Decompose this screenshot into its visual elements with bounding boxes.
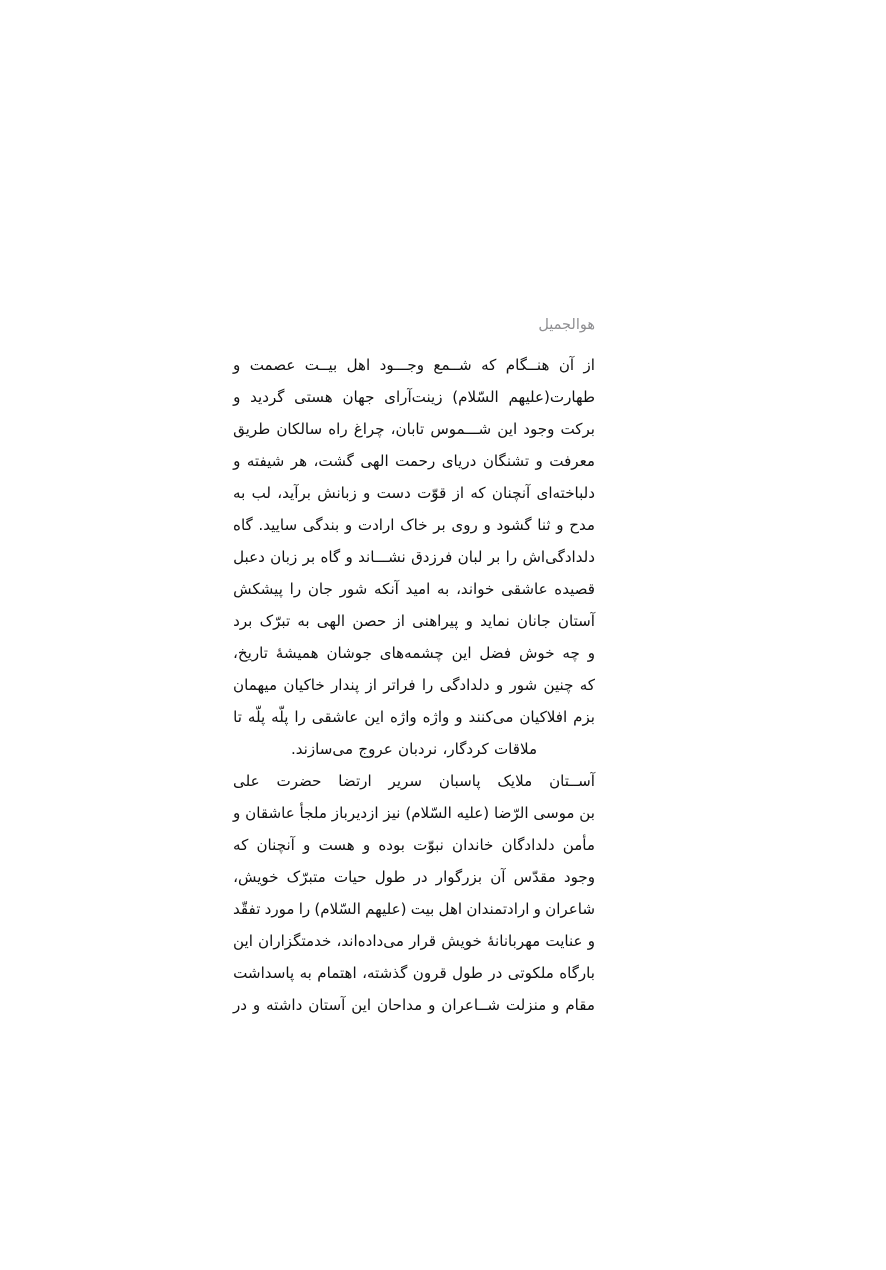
- text-word: عاشقی: [311, 707, 359, 726]
- text-word: هست: [318, 835, 355, 854]
- text-word: و: [465, 611, 473, 630]
- text-word: لبان: [457, 547, 483, 566]
- text-word: علی: [233, 771, 260, 790]
- text-word: سالکان: [276, 419, 323, 438]
- text-word: و: [363, 483, 371, 502]
- paragraph-1: [233, 349, 595, 765]
- text-word: ثنا: [537, 515, 551, 534]
- text-word: گذشته،: [362, 963, 408, 982]
- text-word: طول: [374, 867, 406, 886]
- text-line: [233, 413, 595, 445]
- text-word: جهان: [342, 387, 375, 406]
- text-word: جانان: [516, 611, 551, 630]
- text-word: و: [533, 899, 541, 918]
- text-line: [233, 829, 595, 861]
- text-word: آســتان: [549, 771, 595, 790]
- text-line: [233, 893, 595, 925]
- text-word: آنچنان: [491, 483, 531, 502]
- text-word: و: [252, 995, 261, 1014]
- text-word: فراتر: [383, 675, 416, 694]
- text-word: گاه: [320, 547, 341, 566]
- text-word: ازدیرباز: [331, 803, 379, 822]
- text-word: و: [552, 995, 560, 1014]
- text-line: [233, 605, 595, 637]
- text-word: السّلام): [452, 387, 499, 406]
- text-word: عاشقان: [245, 803, 295, 822]
- text-line: [233, 925, 595, 957]
- text-word: بیــت: [304, 355, 338, 374]
- text-word: شـــموس: [430, 419, 492, 438]
- text-word: از: [452, 483, 465, 502]
- text-word: زینت‌آرای: [384, 387, 443, 406]
- text-word: ارادتمندان: [466, 899, 530, 918]
- text-word: مدح: [569, 515, 595, 534]
- text-word: برد: [233, 611, 253, 630]
- text-word: سریر: [388, 771, 423, 790]
- text-word: خاندان: [452, 835, 494, 854]
- text-word: نبوّت: [413, 835, 444, 854]
- text-word: ملکوتی: [507, 963, 554, 982]
- text-word: الهی: [316, 611, 346, 630]
- text-word: برآید،: [277, 483, 311, 502]
- text-word: بر: [487, 547, 501, 566]
- text-line: [233, 637, 595, 669]
- text-word: و: [233, 387, 241, 406]
- text-word: را: [294, 707, 306, 726]
- text-word: (علیه: [456, 803, 490, 822]
- text-word: و: [455, 707, 463, 726]
- text-word: السّلام): [314, 899, 361, 918]
- text-word: حضرت: [276, 771, 322, 790]
- text-line: [233, 957, 595, 989]
- text-word: گردید: [250, 387, 285, 406]
- text-word: و: [233, 803, 241, 822]
- text-word: و: [587, 643, 595, 662]
- text-word: جان: [307, 579, 333, 598]
- text-word: الرّضا: [494, 803, 529, 822]
- text-word: خویش: [441, 931, 482, 950]
- text-word: به: [297, 611, 310, 630]
- text-word: بندگی: [302, 515, 340, 534]
- text-word: منزلت: [505, 995, 547, 1014]
- text-word: موسی: [533, 803, 575, 822]
- text-word: و: [362, 835, 371, 854]
- text-word: آنچنان: [256, 835, 295, 854]
- text-word: وجود: [523, 419, 555, 438]
- text-line: [233, 701, 595, 733]
- text-word: ارتضا: [338, 771, 372, 790]
- text-word: مقام: [565, 995, 595, 1014]
- text-word: حصن: [352, 611, 387, 630]
- text-word: به: [233, 483, 246, 502]
- text-word: قرار: [409, 931, 437, 950]
- text-word: خاکیان: [283, 675, 325, 694]
- text-word: مأمن: [562, 835, 595, 854]
- text-word: پلّه: [247, 707, 266, 726]
- text-line: [233, 573, 595, 605]
- text-word: و: [495, 675, 504, 694]
- text-word: و: [233, 451, 241, 470]
- text-word: طول: [452, 963, 483, 982]
- text-word: تا: [233, 707, 242, 726]
- text-word: می‌داده‌اند،: [336, 931, 404, 950]
- text-line: [233, 349, 595, 381]
- text-word: مداحان: [376, 995, 423, 1014]
- text-word: طهارت(علیهم: [508, 387, 595, 406]
- text-word: از: [365, 675, 377, 694]
- text-word: هر: [290, 451, 308, 470]
- text-word: راه: [328, 419, 348, 438]
- text-word: واژه: [390, 707, 417, 726]
- text-word: مورد: [264, 899, 295, 918]
- text-word: قوّت: [417, 483, 447, 502]
- text-word: زبان: [270, 547, 298, 566]
- text-word: تابان،: [390, 419, 425, 438]
- text-word: نیز: [383, 803, 401, 822]
- text-word: عصمت: [249, 355, 296, 374]
- text-word: شــاعران: [441, 995, 500, 1014]
- text-word: سایید.: [258, 515, 298, 534]
- text-word: و: [483, 515, 491, 534]
- text-word: و: [556, 515, 564, 534]
- text-word: بیت: [410, 899, 435, 918]
- text-word: شــمع: [433, 355, 472, 374]
- text-word: پلّه: [271, 707, 289, 726]
- text-word: جوشان: [326, 643, 372, 662]
- text-word: به: [299, 963, 312, 982]
- text-word: دست: [376, 483, 411, 502]
- text-word: چه: [562, 643, 580, 662]
- text-word: السّلام): [405, 803, 452, 822]
- text-line: [233, 445, 595, 477]
- text-word: وجود: [563, 867, 595, 886]
- text-word: می‌کنند: [468, 707, 514, 726]
- text-word: فضل: [479, 643, 512, 662]
- text-word: چشمه‌های: [379, 643, 444, 662]
- text-word: خواند،: [456, 579, 495, 598]
- text-word: اهتمام: [317, 963, 357, 982]
- text-word: دعبل: [233, 547, 265, 566]
- text-word: بن: [579, 803, 595, 822]
- text-word: این: [233, 931, 253, 950]
- text-line: [233, 989, 595, 1021]
- text-line: [233, 509, 595, 541]
- text-word: شور: [339, 579, 368, 598]
- text-word: تاریخ،: [233, 643, 268, 662]
- text-word: گشت،: [313, 451, 354, 470]
- text-word: را: [421, 675, 434, 694]
- text-word: و: [233, 355, 241, 374]
- text-line: [233, 541, 595, 573]
- text-word: داشته: [266, 995, 303, 1014]
- text-word: پیراهنی: [412, 611, 459, 630]
- text-word: و: [303, 835, 311, 854]
- text-word: رحمت: [395, 451, 436, 470]
- text-word: چنین: [543, 675, 574, 694]
- text-line: [233, 669, 595, 701]
- text-word: بزم: [573, 707, 595, 726]
- text-word: قرون: [412, 963, 447, 982]
- text-word: هنــگام: [505, 355, 550, 374]
- text-line: [233, 765, 595, 797]
- text-word: این: [451, 643, 472, 662]
- text-word: دلدادگی: [439, 675, 490, 694]
- paragraph-2: [233, 765, 595, 1021]
- text-word: آنکه: [374, 579, 399, 598]
- text-word: و: [345, 547, 353, 566]
- text-word: و: [428, 995, 436, 1014]
- text-word: مقدّس: [513, 867, 556, 886]
- text-word: واژه: [422, 707, 450, 726]
- text-word: به: [437, 579, 450, 598]
- text-word: که: [579, 675, 595, 694]
- text-column: [233, 318, 595, 1021]
- text-line: [233, 861, 595, 893]
- text-word: برکت: [560, 419, 595, 438]
- text-word: چراغ: [353, 419, 385, 438]
- text-word: (علیهم: [365, 899, 407, 918]
- text-word: دلباخته‌ای: [536, 483, 595, 502]
- text-word: نماید: [480, 611, 510, 630]
- text-word: بر: [302, 547, 316, 566]
- text-line: ملاقات کردگار، نردبان عروج می‌سازند.: [290, 739, 538, 758]
- text-word: در: [488, 963, 503, 982]
- text-word: هستی: [294, 387, 333, 406]
- text-word: حیات: [333, 867, 367, 886]
- text-word: شاعران: [545, 899, 595, 918]
- text-word: شور: [509, 675, 538, 694]
- text-word: ارادت: [357, 515, 395, 534]
- text-word: در: [233, 995, 248, 1014]
- text-word: بر: [433, 515, 446, 534]
- text-word: ملایک: [497, 771, 533, 790]
- text-word: ملجأ: [299, 803, 327, 822]
- text-line: [233, 797, 595, 829]
- text-word: معرفت: [549, 451, 595, 470]
- text-word: در: [413, 867, 428, 886]
- text-word: این: [497, 419, 518, 438]
- text-word: پیشکش: [233, 579, 283, 598]
- text-word: شیفته: [246, 451, 285, 470]
- text-word: اهل: [438, 899, 463, 918]
- text-word: از: [393, 611, 405, 630]
- text-word: قصیده: [554, 579, 595, 598]
- text-word: گاه: [233, 515, 253, 534]
- text-word: دریای: [441, 451, 477, 470]
- text-word: که: [481, 355, 497, 374]
- text-word: مهربانانهٔ: [486, 931, 541, 950]
- text-word: بارگاه: [559, 963, 595, 982]
- text-word: پاسبان: [438, 771, 481, 790]
- text-word: دلدادگی‌اش: [522, 547, 595, 566]
- text-word: اهل: [346, 355, 371, 374]
- text-line: [233, 477, 595, 509]
- text-word: طریق: [233, 419, 271, 438]
- text-word: آن: [558, 355, 575, 374]
- text-word: از: [583, 355, 595, 374]
- text-word: فرزدق: [411, 547, 453, 566]
- text-word: که: [470, 483, 486, 502]
- text-word: بوده: [378, 835, 405, 854]
- text-word: و: [535, 451, 543, 470]
- text-word: خویش،: [233, 867, 279, 886]
- text-word: خوش: [518, 643, 555, 662]
- text-word: و: [587, 931, 595, 950]
- text-word: خاک: [400, 515, 428, 534]
- text-word: گشود: [496, 515, 532, 534]
- text-word: و: [344, 515, 353, 534]
- text-word: بزرگوار: [435, 867, 483, 886]
- text-word: این: [364, 707, 385, 726]
- text-word: پاسداشت: [233, 963, 295, 982]
- text-word: آن: [490, 867, 506, 886]
- text-word: الهی: [360, 451, 389, 470]
- text-word: متبرّک: [286, 867, 326, 886]
- text-word: همیشهٔ: [275, 643, 319, 662]
- text-word: لب: [251, 483, 271, 502]
- text-word: امید: [405, 579, 431, 598]
- text-word: را: [289, 579, 302, 598]
- text-word: تفقّد: [233, 899, 261, 918]
- text-word: خدمتگزاران: [258, 931, 332, 950]
- text-word: روی: [451, 515, 478, 534]
- text-word: افلاکیان: [519, 707, 568, 726]
- text-word: دلدادگان: [501, 835, 555, 854]
- text-word: تشنگان: [482, 451, 530, 470]
- invocation-header: هوالجمیل: [538, 317, 595, 333]
- text-word: آستان: [557, 611, 595, 630]
- text-word: را: [298, 899, 311, 918]
- text-word: پندار: [331, 675, 360, 694]
- text-line: [233, 381, 595, 413]
- text-word: که: [233, 835, 249, 854]
- text-word: زبانش: [317, 483, 357, 502]
- text-word: نشـــاند: [358, 547, 406, 566]
- text-word: عاشقی: [501, 579, 548, 598]
- text-word: عنایت: [545, 931, 583, 950]
- text-word: وجـــود: [379, 355, 425, 374]
- text-word: را: [505, 547, 518, 566]
- text-word: تبرّک: [259, 611, 291, 630]
- text-word: این: [351, 995, 372, 1014]
- text-word: آستان: [308, 995, 346, 1014]
- text-word: میهمان: [233, 675, 278, 694]
